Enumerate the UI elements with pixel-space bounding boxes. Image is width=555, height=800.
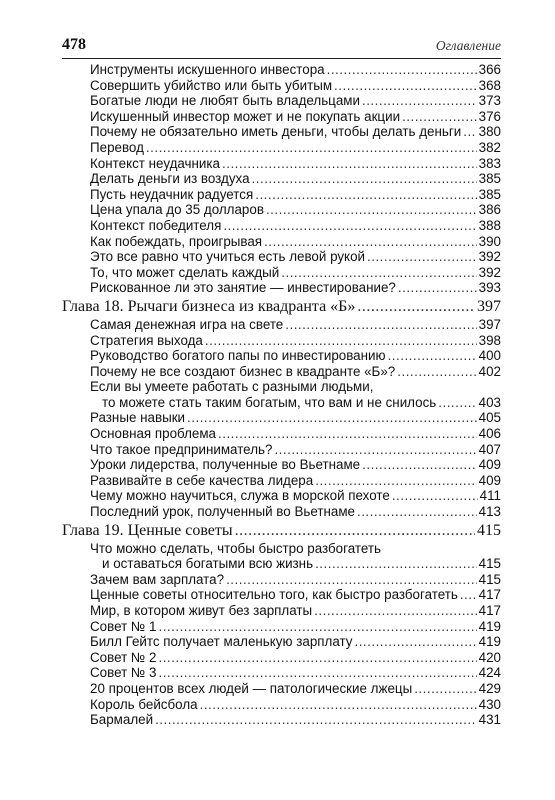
entry-page: 415	[478, 571, 501, 587]
toc-group	[62, 317, 501, 379]
toc-entry[interactable]	[62, 665, 501, 681]
entry-page: 392	[478, 249, 501, 265]
toc-entry[interactable]	[62, 218, 501, 234]
dot-leader	[252, 171, 477, 187]
entry-title: Перевод	[90, 139, 144, 155]
entry-page: 424	[478, 665, 501, 681]
toc-entry[interactable]	[62, 442, 501, 458]
chapter-title: Глава 19. Ценные советы	[62, 521, 233, 539]
entry-page: 419	[478, 634, 501, 650]
dot-leader	[357, 504, 477, 520]
entry-page: 409	[478, 457, 501, 473]
entry-page: 383	[478, 155, 501, 171]
dot-leader	[274, 442, 476, 458]
entry-page: 390	[478, 233, 501, 249]
dot-leader	[334, 78, 477, 94]
entry-title: То, что может сделать каждый	[90, 264, 280, 280]
page-header	[62, 34, 501, 59]
entry-page: 417	[478, 603, 501, 618]
dot-leader	[354, 634, 476, 650]
dot-leader	[460, 587, 477, 603]
dot-leader	[222, 156, 477, 172]
toc-group	[62, 572, 501, 728]
dot-leader	[205, 333, 477, 349]
entry-title: Рискованное ли это занятие — инвестирование?	[90, 280, 396, 296]
entry-page: 386	[478, 202, 501, 218]
entry-title: Чему можно научиться, служа в морской пехоте	[90, 488, 390, 504]
entry-title: Билл Гейтс получает маленькую зарплату	[90, 634, 353, 650]
table-of-contents	[62, 62, 501, 728]
toc-entry-multiline[interactable]	[62, 541, 501, 572]
toc-entry[interactable]	[62, 171, 501, 187]
page-number: 478	[62, 36, 86, 53]
entry-title: Совет № 3	[90, 665, 157, 681]
entry-title-line1: Если вы умеете работать с разными людьми,	[90, 379, 374, 395]
toc-group	[62, 62, 501, 296]
toc-entry[interactable]	[62, 62, 501, 78]
toc-entry-multiline[interactable]	[62, 379, 501, 410]
dot-leader	[392, 488, 478, 504]
entry-page: 402	[478, 363, 501, 379]
entry-title: Совет № 2	[90, 649, 157, 665]
toc-entry[interactable]	[62, 572, 501, 588]
dot-leader	[362, 457, 477, 473]
dot-leader	[226, 572, 477, 588]
entry-title: Бармалей	[90, 712, 154, 728]
entry-page: 366	[478, 62, 501, 77]
dot-leader	[235, 521, 475, 541]
dot-leader	[397, 364, 476, 380]
entry-title: Король бейсбола	[90, 696, 198, 712]
entry-page: 429	[478, 680, 501, 696]
dot-leader	[315, 556, 477, 572]
entry-title: Почему не обязательно иметь деньги, чтобы делать деньги	[90, 124, 462, 140]
toc-entry[interactable]	[62, 156, 501, 172]
dot-leader	[315, 473, 476, 489]
toc-entry[interactable]	[62, 202, 501, 218]
entry-title-line2: и оставаться богатыми всю жизнь	[102, 556, 314, 572]
entry-page: 406	[478, 426, 501, 442]
entry-title: Контекст победителя	[90, 217, 222, 233]
dot-leader	[414, 681, 476, 697]
entry-page: 368	[478, 77, 501, 93]
dot-leader	[357, 297, 475, 317]
dot-leader	[402, 109, 477, 125]
entry-title: Разные навыки	[90, 410, 186, 426]
toc-entry[interactable]	[62, 457, 501, 473]
toc-entry[interactable]	[62, 697, 501, 713]
toc-entry[interactable]	[62, 712, 501, 728]
entry-page: 411	[479, 488, 501, 504]
dot-leader	[218, 426, 477, 442]
entry-page: 415	[478, 556, 501, 572]
toc-chapter-19[interactable]	[62, 521, 501, 541]
entry-page: 403	[478, 394, 501, 410]
toc-entry[interactable]	[62, 140, 501, 156]
toc-entry[interactable]	[62, 317, 501, 333]
toc-entry[interactable]	[62, 619, 501, 635]
entry-title: Мир, в котором живут без зарплаты	[90, 603, 313, 618]
toc-entry[interactable]	[62, 587, 501, 603]
entry-page: 392	[478, 264, 501, 280]
entry-title: Совершить убийство или быть убитым	[90, 77, 333, 93]
entry-page: 417	[478, 587, 501, 603]
entry-title-line1: Что можно сделать, чтобы быстро разбогатеть	[90, 540, 381, 556]
entry-page: 419	[478, 618, 501, 634]
toc-entry[interactable]	[62, 634, 501, 650]
entry-title: Богатые люди не любят быть владельцами	[90, 93, 360, 109]
entry-title: Совет № 1	[90, 618, 157, 634]
toc-group	[62, 410, 501, 519]
chapter-title: Глава 18. Рычаги бизнеса из квадранта «Б»	[62, 297, 356, 315]
dot-leader	[285, 317, 476, 333]
running-title: Оглавление	[435, 38, 501, 53]
entry-page: 407	[478, 441, 501, 457]
dot-leader	[223, 218, 476, 234]
toc-chapter-18[interactable]	[62, 297, 501, 317]
entry-title: Инструменты искушенного инвестора	[90, 62, 325, 77]
dot-leader	[362, 93, 477, 109]
entry-page: 431	[478, 712, 501, 728]
entry-title: Что такое предприниматель?	[90, 441, 273, 457]
entry-title: Искушенный инвестор может и не покупать акции	[90, 108, 401, 124]
toc-entry[interactable]	[62, 187, 501, 203]
dot-leader	[158, 619, 476, 635]
entry-page: 397	[478, 316, 501, 332]
dot-leader	[264, 234, 477, 250]
entry-title: Цена упала до 35 долларов	[90, 202, 264, 218]
entry-title: Основная проблема	[90, 426, 217, 442]
chapter-page: 415	[477, 521, 501, 539]
entry-page: 385	[478, 186, 501, 202]
entry-page: 405	[478, 410, 501, 426]
entry-page: 382	[478, 139, 501, 155]
entry-title: Самая денежная игра на свете	[90, 316, 284, 332]
dot-leader	[398, 280, 477, 296]
toc-entry[interactable]	[62, 280, 501, 296]
dot-leader	[281, 265, 476, 281]
chapter-page: 397	[477, 297, 501, 315]
toc-entry[interactable]	[62, 93, 501, 109]
entry-title: Зачем вам зарплата?	[90, 571, 225, 587]
dot-leader	[146, 140, 477, 156]
dot-leader	[158, 665, 476, 681]
toc-entry[interactable]	[62, 109, 501, 125]
entry-title: Руководство богатого папы по инвестированию	[90, 348, 386, 364]
toc-entry[interactable]	[62, 473, 501, 489]
toc-entry[interactable]	[62, 78, 501, 94]
toc-entry[interactable]	[62, 333, 501, 349]
entry-page: 409	[478, 472, 501, 488]
toc-entry[interactable]	[62, 124, 501, 140]
entry-title: Развивайте в себе качества лидера	[90, 472, 314, 488]
toc-entry[interactable]	[62, 681, 501, 697]
entry-title: Делать деньги из воздуха	[90, 171, 250, 187]
dot-leader	[200, 697, 477, 713]
toc-entry[interactable]	[62, 364, 501, 380]
entry-title: Это все равно что учиться есть левой рукой	[90, 249, 365, 265]
entry-page: 385	[478, 171, 501, 187]
entry-page: 393	[478, 280, 501, 296]
dot-leader	[255, 187, 476, 203]
entry-title: Уроки лидерства, полученные во Вьетнаме	[90, 457, 361, 473]
entry-page: 388	[478, 217, 501, 233]
toc-entry[interactable]	[62, 504, 501, 520]
entry-page: 373	[478, 93, 501, 109]
toc-entry[interactable]	[62, 410, 501, 426]
toc-entry[interactable]	[62, 650, 501, 666]
toc-entry[interactable]	[62, 265, 501, 281]
entry-page: 400	[478, 348, 501, 364]
entry-page: 380	[478, 124, 501, 140]
toc-entry[interactable]	[62, 488, 501, 504]
toc-entry[interactable]	[62, 249, 501, 265]
toc-entry[interactable]	[62, 426, 501, 442]
toc-entry[interactable]	[62, 234, 501, 250]
dot-leader	[327, 62, 477, 78]
entry-title: Пусть неудачник радуется	[90, 186, 254, 202]
entry-title: 20 процентов всех людей — патологические лжецы	[90, 680, 413, 696]
entry-title: Последний урок, полученный во Вьетнаме	[90, 504, 355, 520]
dot-leader	[438, 395, 476, 411]
entry-title: Как побеждать, проигрывая	[90, 233, 263, 249]
dot-leader	[388, 348, 477, 364]
dot-leader	[158, 650, 476, 666]
entry-page: 376	[478, 108, 501, 124]
dot-leader	[187, 410, 477, 426]
entry-title-line2: то можете стать таким богатым, что вам и не снилось	[102, 394, 437, 410]
entry-page: 430	[478, 696, 501, 712]
entry-title: Контекст неудачника	[90, 155, 220, 171]
toc-entry[interactable]	[62, 603, 501, 619]
entry-title: Почему не все создают бизнес в квадранте «Б»?	[90, 363, 396, 379]
dot-leader	[266, 202, 477, 218]
entry-page: 413	[478, 504, 501, 520]
entry-title: Ценные советы относительно того, как быстро разбогатеть	[90, 587, 458, 603]
dot-leader	[463, 124, 476, 140]
entry-page: 398	[478, 332, 501, 348]
dot-leader	[155, 712, 477, 728]
entry-page: 420	[478, 649, 501, 665]
toc-entry[interactable]	[62, 348, 501, 364]
dot-leader	[314, 603, 477, 619]
entry-title: Стратегия выхода	[90, 332, 203, 348]
dot-leader	[367, 249, 477, 265]
